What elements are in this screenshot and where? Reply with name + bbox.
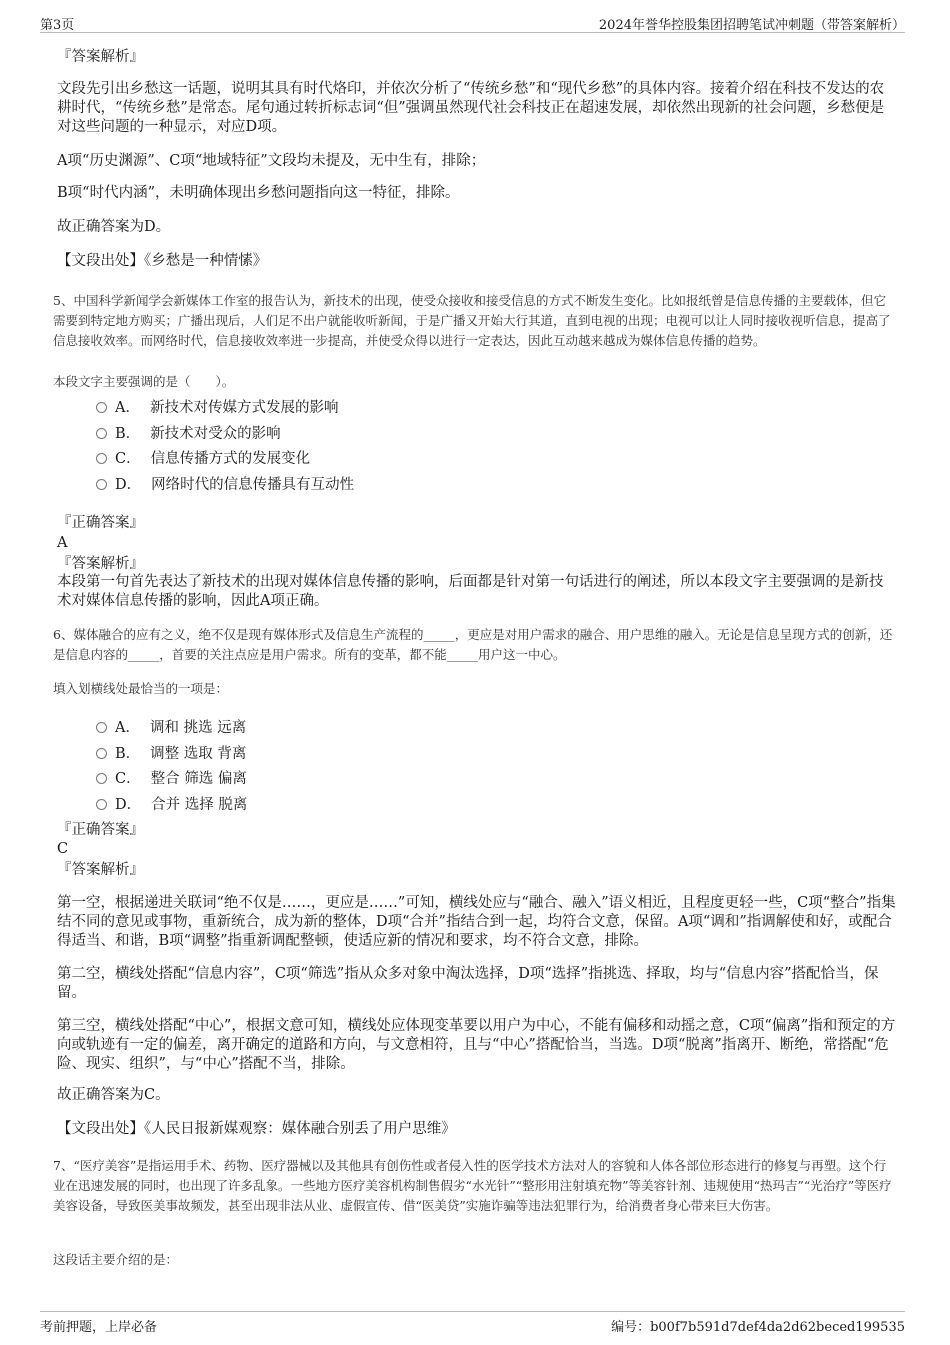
q4-source: 【文段出处】《乡愁是一种情愫》	[57, 253, 268, 269]
option-text: 调整 选取 背离	[150, 746, 247, 762]
radio-icon[interactable]	[96, 402, 107, 413]
q6-option-c[interactable]	[96, 767, 247, 788]
option-text: 新技术对传媒方式发展的影响	[149, 400, 339, 416]
q5-answer-label: 『正确答案』	[57, 515, 144, 531]
q6-question: 填入划横线处最恰当的一项是：	[53, 681, 229, 696]
q6-analysis-label: 『答案解析』	[57, 862, 144, 878]
q4-answer-statement: 故正确答案为D。	[57, 219, 171, 235]
q7-question: 这段话主要介绍的是：	[53, 1252, 179, 1267]
option-text: 合并 选择 脱离	[151, 797, 248, 813]
q6-analysis-p2: 第二空，横线处搭配“信息内容”，C项“筛选”指从众多对象中淘汰选择，D项“选择”指挑选、择取，均与“信息内容”搭配恰当，保留。	[57, 966, 879, 1001]
q6-answer: C	[57, 841, 69, 857]
footer-slogan: 考前押题，上岸必备	[40, 1320, 158, 1335]
q4-analysis-p2: A项“历史渊源”、C项“地域特征”文段均未提及，无中生有，排除；	[57, 153, 486, 169]
radio-icon[interactable]	[96, 748, 107, 759]
document-title: 2024年誉华控股集团招聘笔试冲刺题（带答案解析）	[598, 18, 905, 33]
q7-stem: 7、“医疗美容”是指运用手术、药物、医疗器械以及其他具有创伤性或者侵入性的医学技术方法对人的容貌和人体各部位形态进行的修复与再塑。这个行业在迅速发展的同时，也出现了许多乱象。一些地方医疗美容机构制售假劣“水光针”“整形用注射填充物”等美容针剂、违规使用“热玛吉”“光治疗”等医疗美容设备，导致医美事故频发，甚至出现非法从业、虚假宣传、借“医美贷”实施诈骗等违法犯罪行为，给消费者身心带来巨大伤害。	[53, 1158, 892, 1213]
radio-icon[interactable]	[96, 722, 107, 733]
option-letter: B．	[115, 746, 141, 762]
option-letter: D．	[115, 477, 142, 493]
q6-stem: 6、媒体融合的应有之义，绝不仅是现有媒体形式及信息生产流程的_____，更应是对用户需求的融合、用户思维的融入。无论是信息呈现方式的创新，还是信息内容的_____，首要的关注点应是用户需求。所有的变革，都不能_____用户这一中心。	[53, 627, 893, 662]
q5-option-b[interactable]	[96, 422, 281, 443]
q6-option-a[interactable]	[96, 716, 246, 737]
radio-icon[interactable]	[96, 773, 107, 784]
option-letter: B．	[115, 426, 141, 442]
q6-analysis-p1: 第一空，根据递进关联词“绝不仅是……，更应是……”可知，横线处应与“融合、融入”语义相近，且程度更轻一些，C项“整合”指集结不同的意见或事物，重新统合，成为新的整体，D项“合并”指结合到一起，均符合文意，保留。A项“调和”指调解使和好，或配合得适当、和谐，B项“调整”指重新调配整顿，使适应新的情况和要求，均不符合文意，排除。	[57, 895, 896, 949]
option-text: 新技术对受众的影响	[150, 426, 281, 442]
option-letter: C．	[115, 771, 141, 787]
q4-analysis-p3: B项“时代内涵”，未明确体现出乡愁问题指向这一特征，排除。	[57, 185, 460, 201]
q6-option-b[interactable]	[96, 742, 246, 763]
q5-analysis: 本段第一句首先表达了新技术的出现对媒体信息传播的影响，后面都是针对第一句话进行的阐述，所以本段文字主要强调的是新技术对媒体信息传播的影响，因此A项正确。	[57, 574, 884, 609]
q4-analysis-p1: 文段先引出乡愁这一话题，说明其具有时代烙印，并依次分析了“传统乡愁”和“现代乡愁”的具体内容。接着介绍在科技不发达的农耕时代，“传统乡愁”是常态。尾句通过转折标志词“但”强调虽然现代社会科技正在超速发展，却依然出现新的社会问题，乡愁便是对这些问题的一种显示，对应D项。	[57, 81, 885, 135]
q5-option-d[interactable]	[96, 473, 354, 494]
option-text: 信息传播方式的发展变化	[150, 451, 311, 467]
q5-option-a[interactable]	[96, 396, 338, 417]
option-text: 整合 筛选 偏离	[150, 771, 247, 787]
radio-icon[interactable]	[96, 479, 107, 490]
q4-analysis-label: 『答案解析』	[57, 49, 144, 65]
page-footer	[40, 1311, 905, 1334]
option-letter: A．	[115, 400, 140, 416]
option-letter: C．	[115, 451, 141, 467]
radio-icon[interactable]	[96, 799, 107, 810]
page-header	[40, 12, 905, 33]
q6-analysis-p3: 第三空，横线处搭配“中心”，根据文意可知，横线处应体现变革要以用户为中心，不能有偏移和动摇之意，C项“偏离”指和预定的方向或轨迹有一定的偏差，离开确定的道路和方向，与文意相符，且与“中心”搭配恰当，当选。D项“脱离”指离开、断绝，常搭配“危险、现实、组织”，与“中心”搭配不当，排除。	[57, 1018, 896, 1072]
q5-answer: A	[57, 535, 68, 551]
option-text: 调和 挑选 远离	[149, 720, 247, 736]
q6-option-d[interactable]	[96, 793, 247, 814]
page-number: 第3页	[40, 18, 75, 33]
q6-answer-statement: 故正确答案为C。	[57, 1087, 170, 1103]
q5-analysis-label: 『答案解析』	[57, 556, 144, 572]
q5-option-c[interactable]	[96, 447, 310, 468]
q5-question: 本段文字主要强调的是（ ）。	[53, 374, 235, 389]
q6-answer-label: 『正确答案』	[57, 822, 144, 838]
radio-icon[interactable]	[96, 453, 107, 464]
option-text: 网络时代的信息传播具有互动性	[151, 477, 355, 493]
document-id: 编号：b00f7b591d7def4da2d62beced199535	[611, 1320, 905, 1335]
q6-source: 【文段出处】《人民日报新媒观察：媒体融合别丢了用户思维》	[57, 1121, 456, 1137]
radio-icon[interactable]	[96, 428, 107, 439]
option-letter: A．	[115, 720, 140, 736]
option-letter: D．	[115, 797, 142, 813]
q5-stem: 5、中国科学新闻学会新媒体工作室的报告认为，新技术的出现，使受众接收和接受信息的方式不断发生变化。比如报纸曾是信息传播的主要载体，但它需要到特定地方购买；广播出现后，人们足不出户就能收听新闻，于是广播又开始大行其道，直到电视的出现；电视可以让人同时接收视听信息，提高了信息接收效率。而网络时代，信息接收效率进一步提高，并使受众得以进行一定表达，因此互动越来越成为媒体信息传播的趋势。	[53, 293, 891, 348]
